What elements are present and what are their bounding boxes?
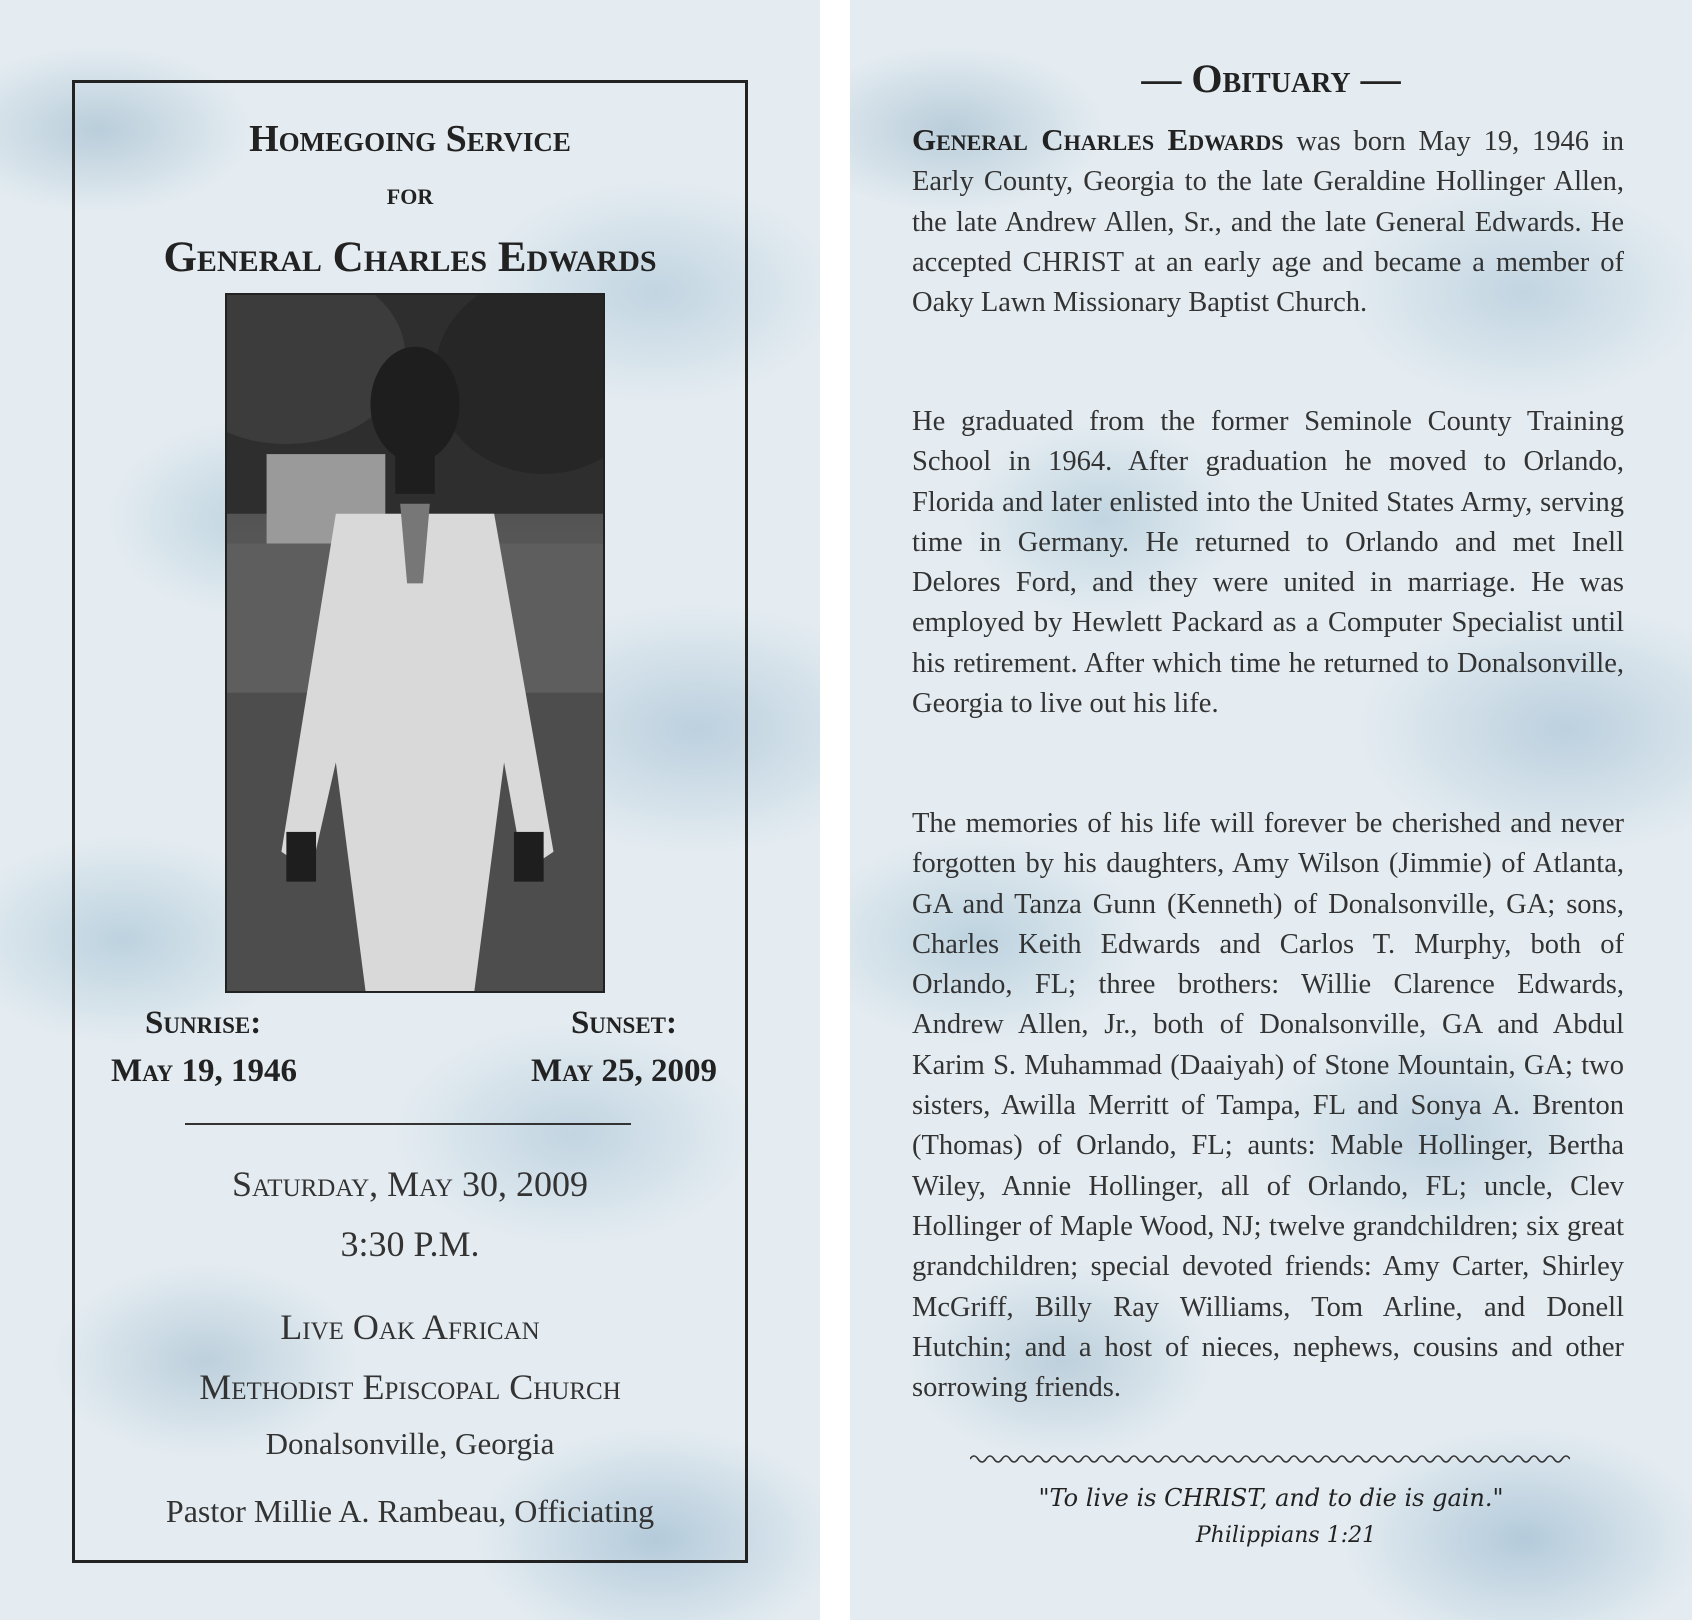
- obituary-paragraph-1-text: was born May 19, 1946 in Early County, Georgia to the late Geraldine Hollinger Allen, the late Andrew Allen, Sr., and the late General Edwards. He accepted CHRIST at an early age and became a member of Oaky Lawn Missionary Baptist Church.: [912, 126, 1624, 319]
- scripture-reference: Philippians 1:21: [1195, 1523, 1377, 1548]
- cover-title: Homegoing Service: [249, 118, 571, 160]
- obituary-paragraph-3: The memories of his life will forever be cherished and never forgotten by his daughters, Amy Wilson (Jimmie) of Atlanta, GA and Tanza Gunn (Kenneth) of Donalsonville, GA; sons, Charles Keith Edwards and Carlos T. Murphy, both of Orlando, FL; three brothers: Willie Clarence Edwards, Andrew Allen, Jr., both of Donalsonville, GA and Abdul Karim S. Muhammad (Daaiyah) of Stone Mountain, GA; two sisters, Awilla Merritt of Tampa, FL and Sonya A. Brenton (Thomas) of Orlando, FL; aunts: Mable Hollinger, Bertha Wiley, Annie Hollinger, all of Orlando, FL; uncle, Clev Hollinger of Maple Wood, NJ; twelve grandchildren; six great grandchildren; special devoted friends: Amy Carter, Shirley McGriff, Billy Ray Williams, Tom Arline, and Donell Hutchin; and a host of nieces, nephews, cousins and other sorrowing friends.: [912, 808, 1624, 1404]
- church-name-line1: Live Oak African: [280, 1307, 540, 1347]
- deceased-name: General Charles Edwards: [163, 234, 657, 281]
- service-time: 3:30 P.M.: [340, 1224, 480, 1264]
- program-cover: [0, 0, 820, 1620]
- divider: [185, 1123, 631, 1125]
- ornamental-divider: [970, 1451, 1570, 1467]
- scripture-quote: "To live is CHRIST, and to die is gain.": [1038, 1484, 1504, 1512]
- sunrise-date: May 19, 1946: [111, 1053, 298, 1089]
- cover-frame: [72, 80, 748, 1563]
- church-name-line2: Methodist Episcopal Church: [199, 1367, 621, 1407]
- obituary-page: [850, 0, 1692, 1620]
- obituary-heading: — Obituary —: [1141, 56, 1401, 101]
- officiant: Pastor Millie A. Rambeau, Officiating: [165, 1493, 655, 1529]
- church-city: Donalsonville, Georgia: [265, 1426, 555, 1461]
- obituary-paragraph-1: [912, 120, 1624, 323]
- portrait-photo: [225, 293, 605, 993]
- sunset-label: Sunset:: [570, 1005, 677, 1041]
- sunrise-label: Sunrise:: [145, 1005, 262, 1041]
- obituary-paragraph-2: He graduated from the former Seminole County Training School in 1964. After graduation he moved to Orlando, Florida and later enlisted into the United States Army, serving time in Germany. He returned to Orlando and met Inell Delores Ford, and they were united in marriage. He was employed by Hewlett Packard as a Computer Specialist until his retirement. After which time he returned to Donalsonville, Georgia to live out his life.: [912, 406, 1624, 720]
- sunset-date: May 25, 2009: [530, 1053, 717, 1089]
- obituary-name: General Charles Edwards: [912, 122, 1284, 157]
- service-date: Saturday, May 30, 2009: [232, 1164, 588, 1204]
- cover-title-for: for: [386, 176, 434, 211]
